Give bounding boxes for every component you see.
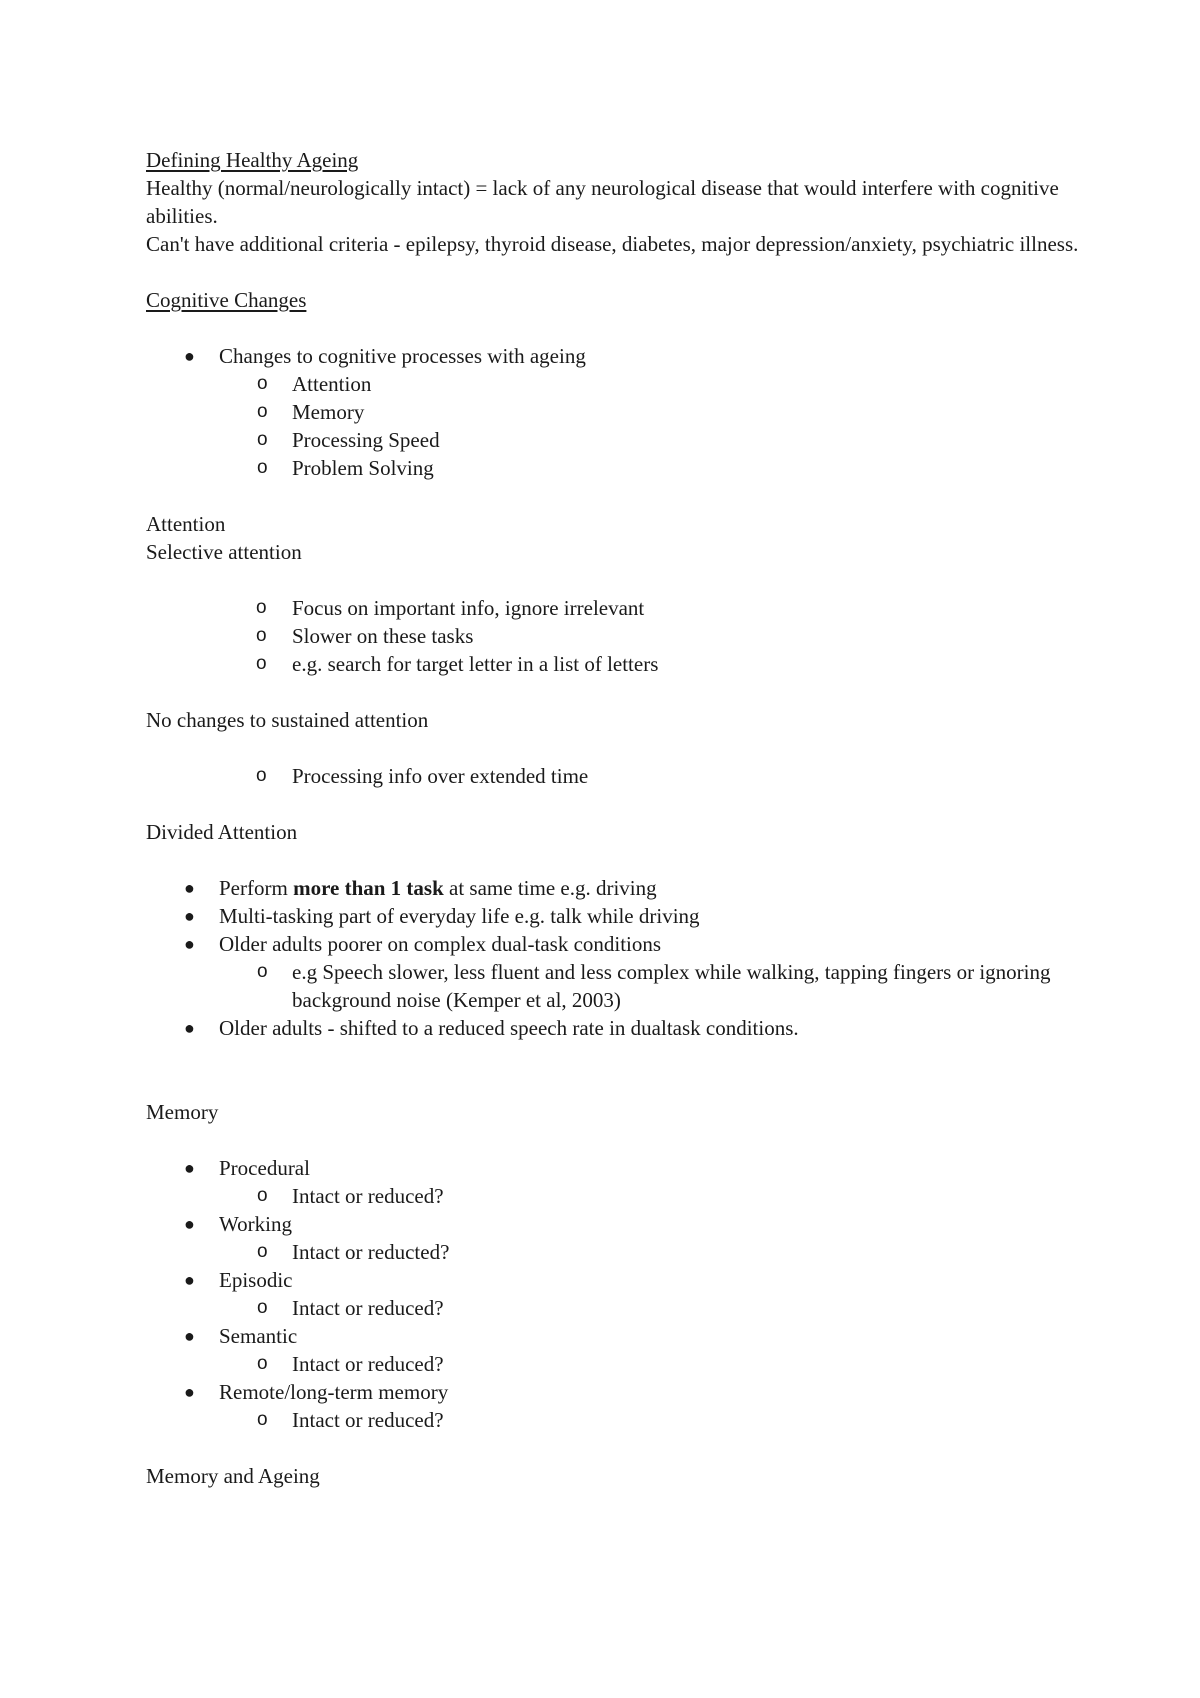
list-item <box>146 1154 1086 1210</box>
list-item <box>146 342 1086 482</box>
cognitive-processes-sublist <box>219 370 1086 482</box>
sub-bullet-icon: o <box>257 1409 268 1430</box>
sub-list-item-text: e.g Speech slower, less fluent and less complex while walking, tapping fingers or ignoring background noise (Kemper et al, 2003) <box>292 960 1051 1012</box>
sub-bullet-icon: o <box>256 653 267 674</box>
list-item-text: Procedural <box>219 1156 310 1180</box>
memory-types-list <box>146 1154 1086 1434</box>
sub-list-item <box>219 1406 1086 1434</box>
list-item-text: Semantic <box>219 1324 298 1348</box>
cognitive-changes-list <box>146 342 1086 482</box>
bullet-icon: ● <box>184 878 195 898</box>
list-item-text: Multi-tasking part of everyday life e.g. talk while driving <box>219 904 700 928</box>
sub-bullet-icon: o <box>257 401 268 422</box>
list-item <box>146 1210 1086 1266</box>
sub-bullet-icon: o <box>257 1353 268 1374</box>
spacer <box>146 734 1086 762</box>
list-item-text: Working <box>219 1212 292 1236</box>
sub-list-item-text: e.g. search for target letter in a list of letters <box>292 652 659 676</box>
memory-sublist <box>219 1238 1086 1266</box>
sub-bullet-icon: o <box>256 597 267 618</box>
heading-memory: Memory <box>146 1100 219 1124</box>
sub-bullet-icon: o <box>257 457 268 478</box>
bullet-icon: ● <box>184 1270 195 1290</box>
list-item <box>146 874 1086 902</box>
list-item <box>146 930 1086 1014</box>
list-item <box>146 1378 1086 1434</box>
memory-sublist <box>219 1294 1086 1322</box>
sub-list-item-text: Memory <box>292 400 365 424</box>
sub-list-item <box>146 650 1086 678</box>
spacer <box>146 846 1086 874</box>
list-item-text-prefix: Perform <box>219 876 294 900</box>
list-item-text: Changes to cognitive processes with ageing <box>219 344 586 368</box>
sub-bullet-icon: o <box>257 961 268 982</box>
paragraph-healthy-definition: Healthy (normal/neurologically intact) = lack of any neurological disease that would interfere with cognitive abilities. <box>146 176 1059 228</box>
sub-list-item-text: Focus on important info, ignore irrelevant <box>292 596 645 620</box>
sub-list-item <box>219 370 1086 398</box>
spacer <box>146 258 1086 286</box>
sub-list-item-text: Intact or reduced? <box>292 1184 444 1208</box>
sub-bullet-icon: o <box>256 625 267 646</box>
heading-cognitive-changes: Cognitive Changes <box>146 288 307 312</box>
list-item <box>146 1266 1086 1322</box>
paragraph-additional-criteria: Can't have additional criteria - epilepsy, thyroid disease, diabetes, major depression/anxiety, psychiatric illness. <box>146 232 1079 256</box>
subheading-sustained-attention: No changes to sustained attention <box>146 708 429 732</box>
list-item-text-suffix: at same time e.g. driving <box>443 876 657 900</box>
bullet-icon: ● <box>184 906 195 926</box>
dual-task-sublist <box>219 958 1086 1014</box>
bullet-icon: ● <box>184 1326 195 1346</box>
heading-divided-attention: Divided Attention <box>146 820 298 844</box>
sub-list-item <box>146 594 1086 622</box>
list-item-text: Older adults poorer on complex dual-task conditions <box>219 932 662 956</box>
sub-list-item <box>219 426 1086 454</box>
sub-list-item <box>219 1294 1086 1322</box>
spacer <box>146 1042 1086 1098</box>
heading-attention: Attention <box>146 512 226 536</box>
sub-bullet-icon: o <box>257 1297 268 1318</box>
spacer <box>146 566 1086 594</box>
sub-list-item-text: Processing info over extended time <box>292 764 589 788</box>
divided-attention-list <box>146 874 1086 1042</box>
list-item-bold-text: more than 1 task <box>293 876 444 900</box>
heading-defining-healthy-ageing: Defining Healthy Ageing <box>146 148 359 172</box>
sub-list-item-text: Problem Solving <box>292 456 434 480</box>
bullet-icon: ● <box>184 1214 195 1234</box>
spacer <box>146 314 1086 342</box>
spacer <box>146 678 1086 706</box>
sub-list-item <box>219 958 1086 1014</box>
sub-list-item-text: Processing Speed <box>292 428 440 452</box>
sub-bullet-icon: o <box>257 1241 268 1262</box>
sub-list-item <box>219 1350 1086 1378</box>
sub-list-item <box>146 762 1086 790</box>
sub-bullet-icon: o <box>257 429 268 450</box>
sub-list-item-text: Intact or reduced? <box>292 1408 444 1432</box>
list-item <box>146 1322 1086 1378</box>
list-item <box>146 902 1086 930</box>
memory-sublist <box>219 1406 1086 1434</box>
sub-list-item-text: Intact or reduced? <box>292 1296 444 1320</box>
sub-list-item-text: Slower on these tasks <box>292 624 474 648</box>
sustained-attention-list <box>146 762 1086 790</box>
bullet-icon: ● <box>184 1158 195 1178</box>
sub-list-item <box>219 398 1086 426</box>
sub-bullet-icon: o <box>257 373 268 394</box>
subheading-selective-attention: Selective attention <box>146 540 302 564</box>
bullet-icon: ● <box>184 934 195 954</box>
spacer <box>146 1434 1086 1462</box>
list-item-text: Older adults - shifted to a reduced speech rate in dualtask conditions. <box>219 1016 799 1040</box>
sub-list-item-text: Attention <box>292 372 372 396</box>
selective-attention-list <box>146 594 1086 678</box>
sub-bullet-icon: o <box>257 1185 268 1206</box>
sub-list-item-text: Intact or reduced? <box>292 1352 444 1376</box>
sub-list-item <box>219 1182 1086 1210</box>
bullet-icon: ● <box>184 1382 195 1402</box>
list-item-text: Episodic <box>219 1268 293 1292</box>
spacer <box>146 1126 1086 1154</box>
memory-sublist <box>219 1182 1086 1210</box>
sub-list-item <box>219 1238 1086 1266</box>
memory-sublist <box>219 1350 1086 1378</box>
bullet-icon: ● <box>184 1018 195 1038</box>
heading-memory-and-ageing: Memory and Ageing <box>146 1464 320 1488</box>
list-item-text: Remote/long-term memory <box>219 1380 449 1404</box>
sub-list-item <box>146 622 1086 650</box>
sub-list-item <box>219 454 1086 482</box>
bullet-icon: ● <box>184 346 195 366</box>
spacer <box>146 482 1086 510</box>
sub-list-item-text: Intact or reducted? <box>292 1240 450 1264</box>
document-page <box>146 146 1086 1490</box>
list-item <box>146 1014 1086 1042</box>
spacer <box>146 790 1086 818</box>
sub-bullet-icon: o <box>256 765 267 786</box>
